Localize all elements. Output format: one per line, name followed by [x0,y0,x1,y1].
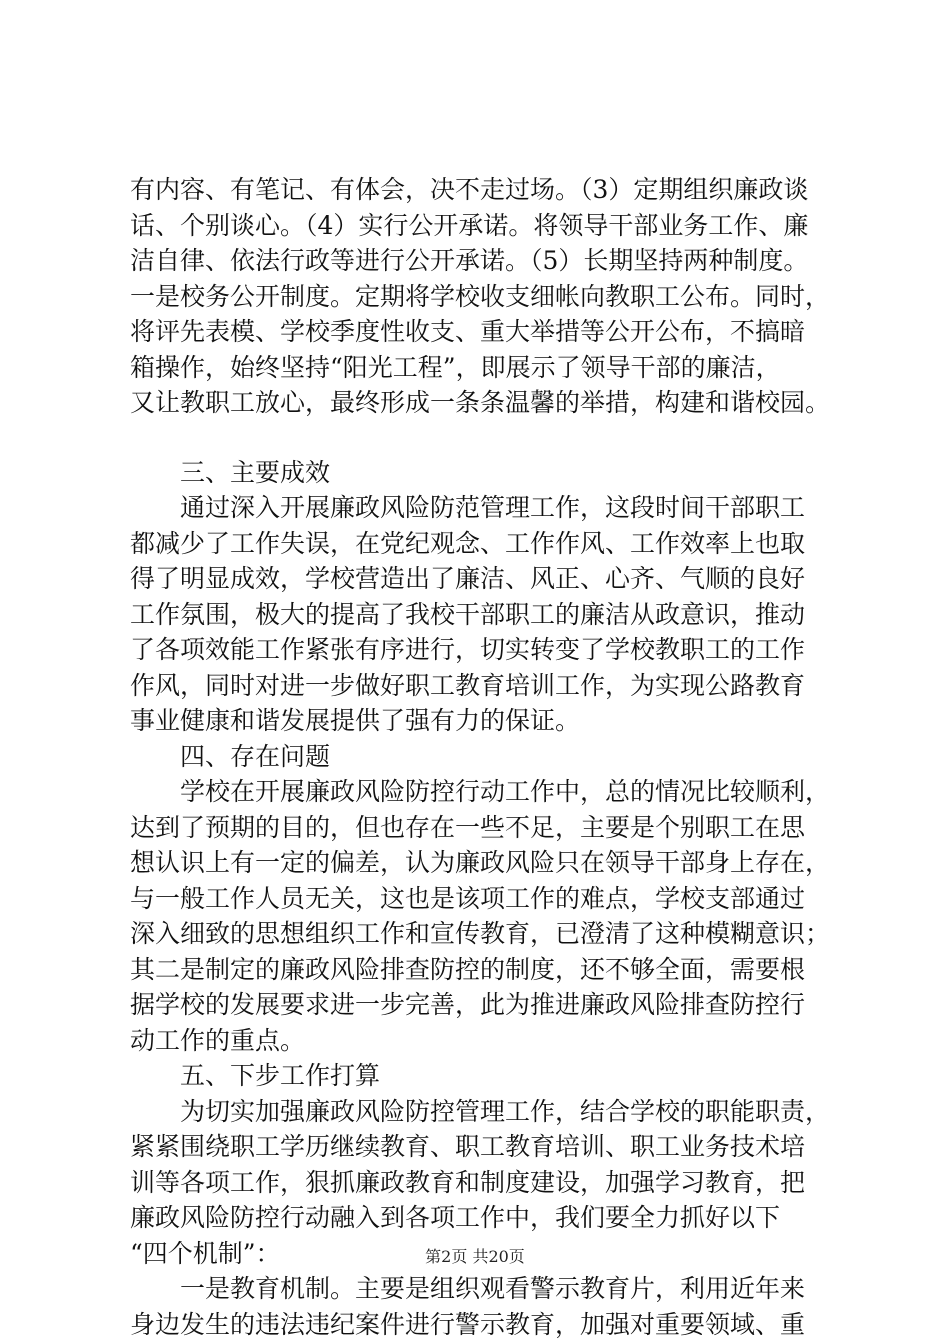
body-line: 有内容、有笔记、有体会，决不走过场。（3）定期组织廉政谈 [130,175,809,204]
page-footer: 第2页 共20页 [425,1247,525,1266]
body-line: 一是校务公开制度。定期将学校收支细帐向教职工公布。同时， [130,281,831,311]
body-line: 据学校的发展要求进一步完善，此为推进廉政风险排查防控行 [130,990,806,1019]
body-line: 工作氛围，极大的提高了我校干部职工的廉洁从政意识，推动 [130,599,806,629]
section-heading-next-steps: 五、下步工作打算 [180,1061,381,1090]
body-line: 身边发生的违法违纪案件进行警示教育，加强对重要领域、重 [130,1309,806,1339]
body-line: 通过深入开展廉政风险防范管理工作，这段时间干部职工 [180,493,806,522]
body-line: 得了明显成效，学校营造出了廉洁、风正、心齐、气顺的良好 [130,564,806,593]
body-line: 都减少了工作失误，在党纪观念、工作作风、工作效率上也取 [130,528,806,558]
body-line: 达到了预期的目的，但也存在一些不足，主要是个别职工在思 [130,812,806,842]
body-line: 其二是制定的廉政风险排查防控的制度，还不够全面，需要根 [130,954,806,984]
body-line: 话、个别谈心。（4）实行公开承诺。将领导干部业务工作、廉 [130,210,809,240]
body-line: 与一般工作人员无关，这也是该项工作的难点，学校支部通过 [130,883,806,913]
body-line: 作风，同时对进一步做好职工教育培训工作，为实现公路教育 [130,670,806,700]
body-line: 将评先表模、学校季度性收支、重大举措等公开公布，不搞暗 [130,317,806,346]
body-line: 事业健康和谐发展提供了强有力的保证。 [130,706,581,735]
body-line: 训等各项工作，狠抓廉政教育和制度建设，加强学习教育，把 [130,1167,806,1197]
paragraph-gap [130,421,830,455]
body-line: 了各项效能工作紧张有序进行，切实转变了学校教职工的工作 [130,635,806,664]
body-line: 想认识上有一定的偏差，认为廉政风险只在领导干部身上存在， [130,848,831,877]
section-heading-results: 三、主要成效 [180,457,331,487]
section-heading-problems: 四、存在问题 [180,741,331,771]
body-line: “四个机制”： [130,1238,281,1268]
body-line: 洁自律、依法行政等进行公开承诺。（5）长期坚持两种制度。 [130,246,809,275]
body-line: 廉政风险防控行动融入到各项工作中，我们要全力抓好以下 [130,1203,781,1232]
body-line: 一是教育机制。主要是组织观看警示教育片，利用近年来 [180,1274,806,1303]
body-line: 深入细致的思想组织工作和宣传教育，已澄清了这种模糊意识； [130,919,831,948]
body-line: 箱操作，始终坚持“阳光工程”，即展示了领导干部的廉洁， [130,352,781,382]
body-line: 动工作的重点。 [130,1025,306,1055]
body-line: 又让教职工放心，最终形成一条条温馨的举措，构建和谐校园。 [130,388,831,417]
document-body [130,172,830,1342]
body-line: 紧紧围绕职工学历继续教育、职工教育培训、职工业务技术培 [130,1132,806,1161]
body-line: 学校在开展廉政风险防控行动工作中，总的情况比较顺利， [180,777,831,806]
body-line: 为切实加强廉政风险防控管理工作，结合学校的职能职责， [180,1096,831,1126]
